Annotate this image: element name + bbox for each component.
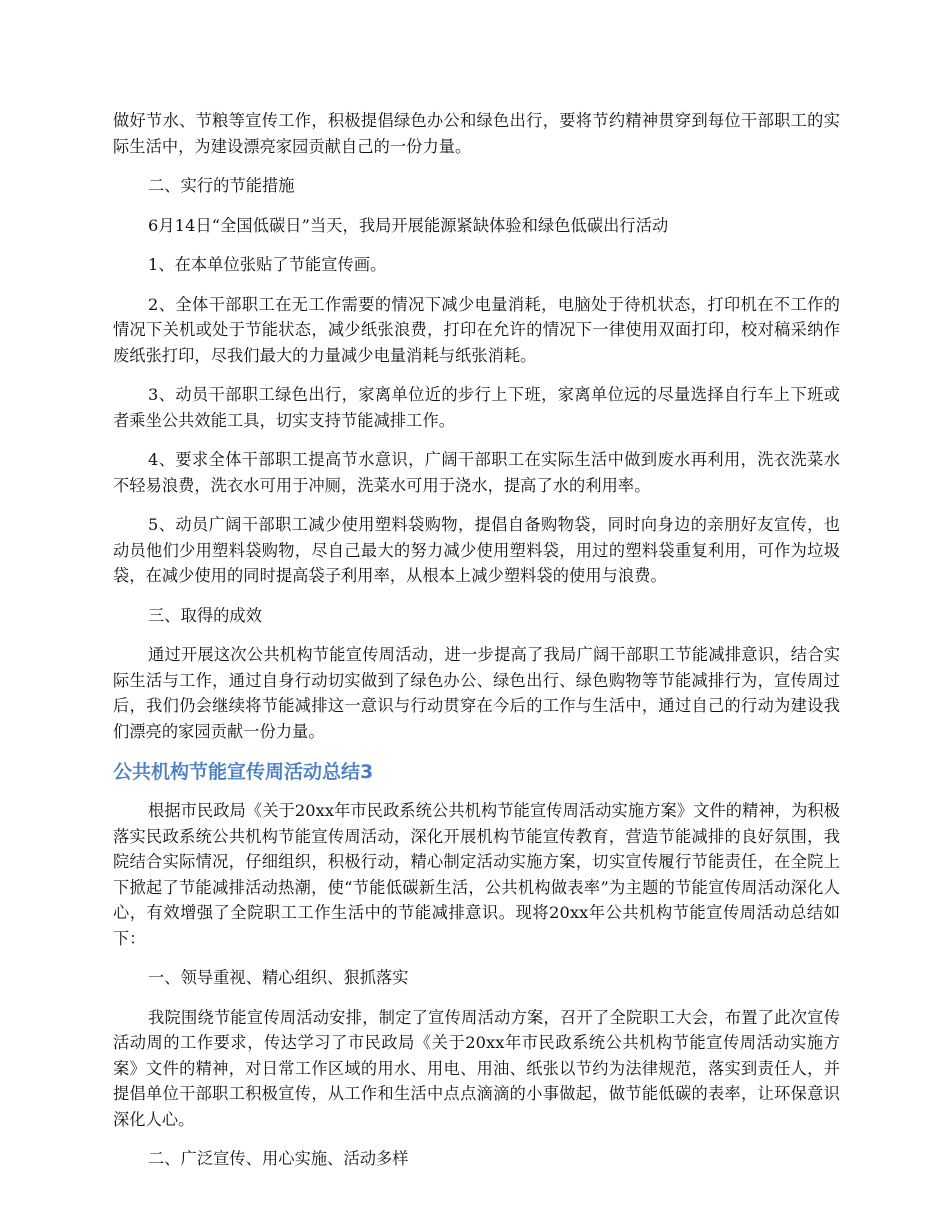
- list-item: 5、动员广阔干部职工减少使用塑料袋购物，提倡自备购物袋，同时向身边的亲朋好友宣传，也动员他们少用塑料袋购物，尽自己最大的努力减少使用塑料袋，用过的塑料袋重复利用，可作为垃圾袋，在减少使用的同时提高袋子利用率，从根本上减少塑料袋的使用与浪费。: [113, 515, 840, 585]
- paragraph: 根据市民政局《关于20xx年市民政系统公共机构节能宣传周活动实施方案》文件的精神，为积极落实民政系统公共机构节能宣传周活动，深化开展机构节能宣传教育，营造节能减排的良好氛围，我院结合实际情况，仔细组织，积极行动，精心制定活动实施方案，切实宣传履行节能责任，在全院上下掀起了节能减排活动热潮，使“节能低碳新生活，公共机构做表率”为主题的节能宣传周活动深化人心，有效增强了全院职工工作生活中的节能减排意识。现将20xx年公共机构节能宣传周活动总结如下：: [113, 801, 840, 948]
- section-heading: 一、领导重视、精心组织、狠抓落实: [148, 968, 409, 987]
- paragraph: 6月14日“全国低碳日”当天，我局开展能源紧缺体验和绿色低碳出行活动: [148, 215, 669, 235]
- list-item: 2、全体干部职工在无工作需要的情况下减少电量消耗，电脑处于待机状态，打印机在不工作的情况下关机或处于节能状态，减少纸张浪费，打印在允许的情况下一律使用双面打印，校对稿采纳作废纸张打印，尽我们最大的力量减少电量消耗与纸张消耗。: [113, 294, 840, 365]
- paragraph: 我院围绕节能宣传周活动安排，制定了宣传周活动方案，召开了全院职工大会，布置了此次宣传活动周的工作要求，传达学习了市民政局《关于20xx年市民政系统公共机构节能宣传周活动实施方案》文件的精神，对日常工作区域的用水、用电、用油、纸张以节约为法律规范，落实到责任人，并提倡单位干部职工积极宣传，从工作和生活中点点滴滴的小事做起，做节能低碳的表率，让环保意识深化人心。: [113, 1007, 840, 1129]
- list-item: 4、要求全体干部职工提高节水意识，广阔干部职工在实际生活中做到废水再利用，洗衣洗菜水不轻易浪费，洗衣水可用于冲厕，洗菜水可用于浇水，提高了水的利用率。: [113, 450, 840, 495]
- section-heading: 三、取得的成效: [148, 605, 263, 625]
- section-heading: 二、广泛宣传、用心实施、活动多样: [148, 1149, 409, 1168]
- article-title: 公共机构节能宣传周活动总结3: [113, 761, 374, 783]
- paragraph: 做好节水、节粮等宣传工作，积极提倡绿色办公和绿色出行，要将节约精神贯穿到每位干部职工的实际生活中，为建设漂亮家园贡献自己的一份力量。: [113, 111, 840, 156]
- document-body: [113, 108, 840, 1186]
- paragraph: 通过开展这次公共机构节能宣传周活动，进一步提高了我局广阔干部职工节能减排意识，结合实际生活与工作，通过自身行动切实做到了绿色办公、绿色出行、绿色购物等节能减排行为，宣传周过后，我们仍会继续将节能减排这一意识与行动贯穿在今后的工作与生活中，通过自己的行动为建设我们漂亮的家园贡献一份力量。: [113, 645, 840, 741]
- section-heading: 二、实行的节能措施: [148, 176, 295, 195]
- list-item: 1、在本单位张贴了节能宣传画。: [148, 255, 387, 274]
- list-item: 3、动员干部职工绿色出行，家离单位近的步行上下班，家离单位远的尽量选择自行车上下班或者乘坐公共效能工具，切实支持节能减排工作。: [113, 385, 840, 430]
